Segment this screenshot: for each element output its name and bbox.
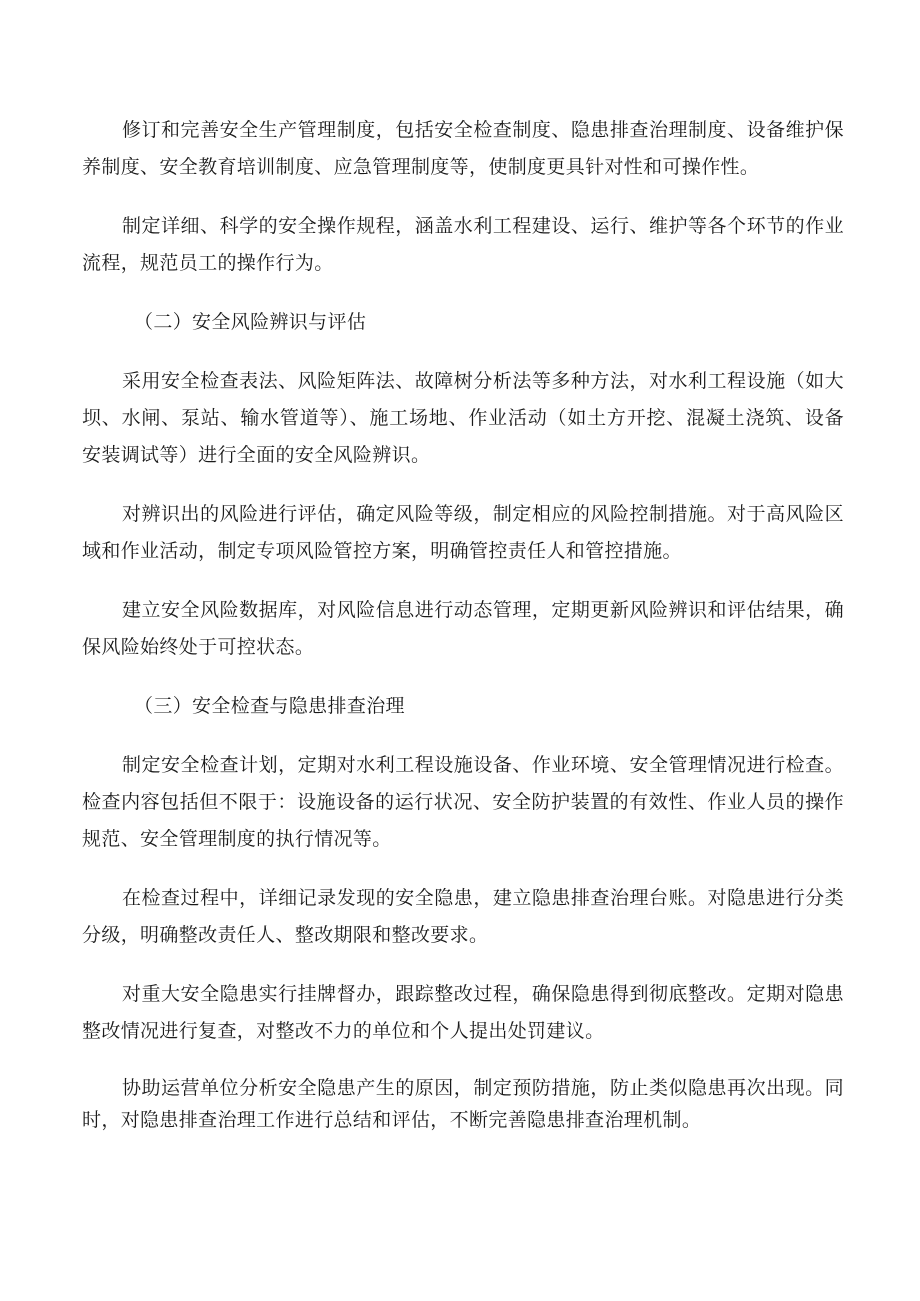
paragraph-inspection-plan: 制定安全检查计划，定期对水利工程设施设备、作业环境、安全管理情况进行检查。检查内容包括但不限于：设施设备的运行状况、安全防护装置的有效性、作业人员的操作规范、安全管理制度的执行情况等。	[82, 754, 844, 850]
paragraph-management-system: 修订和完善安全生产管理制度，包括安全检查制度、隐患排查治理制度、设备维护保养制度、安全教育培训制度、应急管理制度等，使制度更具针对性和可操作性。	[82, 119, 844, 178]
paragraph-risk-assessment: 对辨识出的风险进行评估，确定风险等级，制定相应的风险控制措施。对于高风险区域和作业活动，制定专项风险管控方案，明确管控责任人和管控措施。	[82, 503, 844, 562]
paragraph-hazard-records: 在检查过程中，详细记录发现的安全隐患，建立隐患排查治理台账。对隐患进行分类分级，明确整改责任人、整改期限和整改要求。	[82, 887, 844, 946]
paragraph-risk-database: 建立安全风险数据库，对风险信息进行动态管理，定期更新风险辨识和评估结果，确保风险始终处于可控状态。	[82, 599, 844, 658]
paragraph-operating-procedures: 制定详细、科学的安全操作规程，涵盖水利工程建设、运行、维护等各个环节的作业流程，规范员工的操作行为。	[82, 215, 844, 274]
paragraph-prevention-measures: 协助运营单位分析安全隐患产生的原因，制定预防措施，防止类似隐患再次出现。同时，对隐患排查治理工作进行总结和评估，不断完善隐患排查治理机制。	[82, 1077, 844, 1131]
section-heading-risk-identification: （二）安全风险辨识与评估	[134, 311, 367, 333]
paragraph-risk-methods: 采用安全检查表法、风险矩阵法、故障树分析法等多种方法，对水利工程设施（如大坝、水闸、泵站、输水管道等）、施工场地、作业活动（如土方开挖、混凝土浇筑、设备安装调试等）进行全面的安全风险辨识。	[82, 370, 844, 466]
section-heading-safety-inspection: （三）安全检查与隐患排查治理	[134, 695, 405, 717]
paragraph-major-hazards: 对重大安全隐患实行挂牌督办，跟踪整改过程，确保隐患得到彻底整改。定期对隐患整改情况进行复查，对整改不力的单位和个人提出处罚建议。	[82, 983, 844, 1042]
